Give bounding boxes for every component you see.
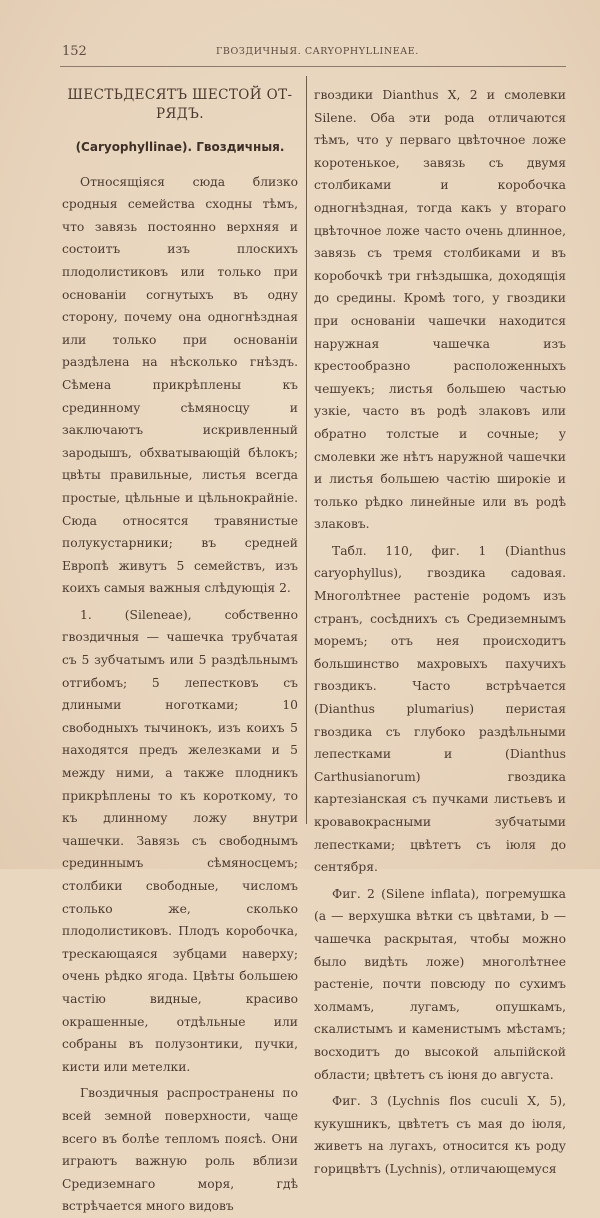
paragraph: Табл. 110, фиг. 1 (Dianthus caryophyllus), гвоздика садовая. Многолѣтнее растеніе родомъ изъ странъ, сосѣднихъ съ Средиземнымъ моремъ; отъ нея происходитъ большинство махровыхъ пахучихъ гвоздикъ. Часто встрѣчается (Dianthus plumarius) перистая гвоздика съ глубоко раздѣльными лепестками и (Dianthus Carthusianorum) гвоздика картезіанская съ пучками листьевъ и кровавокрасными зубчатыми лепестками; цвѣтетъ съ іюля до сентября. xyxy=(314,543,566,875)
paragraph: гвоздики Dianthus X, 2 и смолевки Silene. Оба эти рода отличаются тѣмъ, что у перваго цвѣточное ложе коротенькое, завязь съ двумя столбиками и коробочка одногнѣздная, тогда какъ у втораго цвѣточное ложе часто очень длинное, завязь съ тремя столбиками и въ коробочкѣ три гнѣздышка, доходящія до средины. Кромѣ того, у гвоздики при основаніи чашечки находится наружная чашечка изъ крестообразно расположенныхъ чешуекъ; листья большею частью узкіе, часто въ родѣ злаковъ или обратно толстые и сочные; у смолевки же нѣтъ наружной чашечки и листья большею частію широкіе и только рѣдко линейные или въ родѣ злаковъ. xyxy=(314,88,566,532)
paragraph: Гвоздичныя распространены по всей земной поверхности, чаще всего въ болѣе тепломъ поясѣ. Они играютъ важную роль вблизи Средиземнаго моря, гдѣ встрѣчается много видовъ xyxy=(62,1086,298,1214)
running-head: ГВОЗДИЧНЫЯ. CARYOPHYLLINEAE. xyxy=(216,46,419,57)
left-column xyxy=(62,84,298,1218)
paragraph: 1. (Sileneae), собственно гвоздичныя — чашечка трубчатая съ 5 зубчатымъ или 5 раздѣльнымъ отгибомъ; 5 лепестковъ съ длиными ноготками; 10 свободныхъ тычинокъ, изъ коихъ 5 находятся предъ железками и 5 между ними, а также плодникъ прикрѣплены то къ короткому, то къ длинному ложу внутри чашечки. Завязь съ свободнымъ срединнымъ сѣмяносцемъ; столбики свободные, числомъ столько же, сколько плодолистиковъ. Плодъ коробочка, трескающаяся зубцами наверху; очень рѣдко ягода. Цвѣты большею частію видные, красиво окрашенные, отдѣльные или собраны въ полузонтики, пучки, кисти или метелки. xyxy=(62,607,298,1074)
paragraph: Фиг. 3 (Lychnis flos cuculi X, 5), кукушникъ, цвѣтетъ съ мая до іюля, живетъ на лугахъ, относится къ роду горицвѣтъ (Lychnis), отличающемуся xyxy=(314,1094,566,1176)
right-column xyxy=(314,84,566,1181)
column-divider xyxy=(306,76,307,824)
order-subtitle: (Caryophyllinae). Гвоздичныя. xyxy=(75,140,285,154)
order-title: ШЕСТЬДЕСЯТЪ ШЕСТОЙ ОТ-РЯДЪ. xyxy=(67,87,293,122)
paragraph: Фиг. 2 (Silene inflata), погремушка (a — верхушка вѣтки съ цвѣтами, b — чашечка раскрытая, чтобы можно было видѣть ложе) многолѣтнее растеніе, почти повсюду по сухимъ холмамъ, лугамъ, опушкамъ, скалистымъ и каменистымъ мѣстамъ; восходитъ до высокой альпійской области; цвѣтетъ съ іюня до августа. xyxy=(314,886,566,1082)
header-rule xyxy=(60,66,566,67)
paragraph: Относящіяся сюда близко сродныя семейства сходны тѣмъ, что завязь постоянно верхняя и состоитъ изъ плоскихъ плодолистиковъ или только при основаніи согнутыхъ въ одну сторону, почему она одногнѣздная или только при основаніи раздѣлена на нѣсколько гнѣздъ. Сѣмена прикрѣплены къ срединному сѣмяносцу и заключаютъ искривленный зародышъ, обхватывающій бѣлокъ; цвѣты правильные, листья всегда простые, цѣльные и цѣльнокрайніе. Сюда относятся травянистые полукустарники; въ средней Европѣ живутъ 5 семействъ, изъ коихъ самыя важныя слѣдующія 2. xyxy=(62,174,298,596)
page-header xyxy=(62,44,572,64)
page-number: 152 xyxy=(62,44,87,59)
